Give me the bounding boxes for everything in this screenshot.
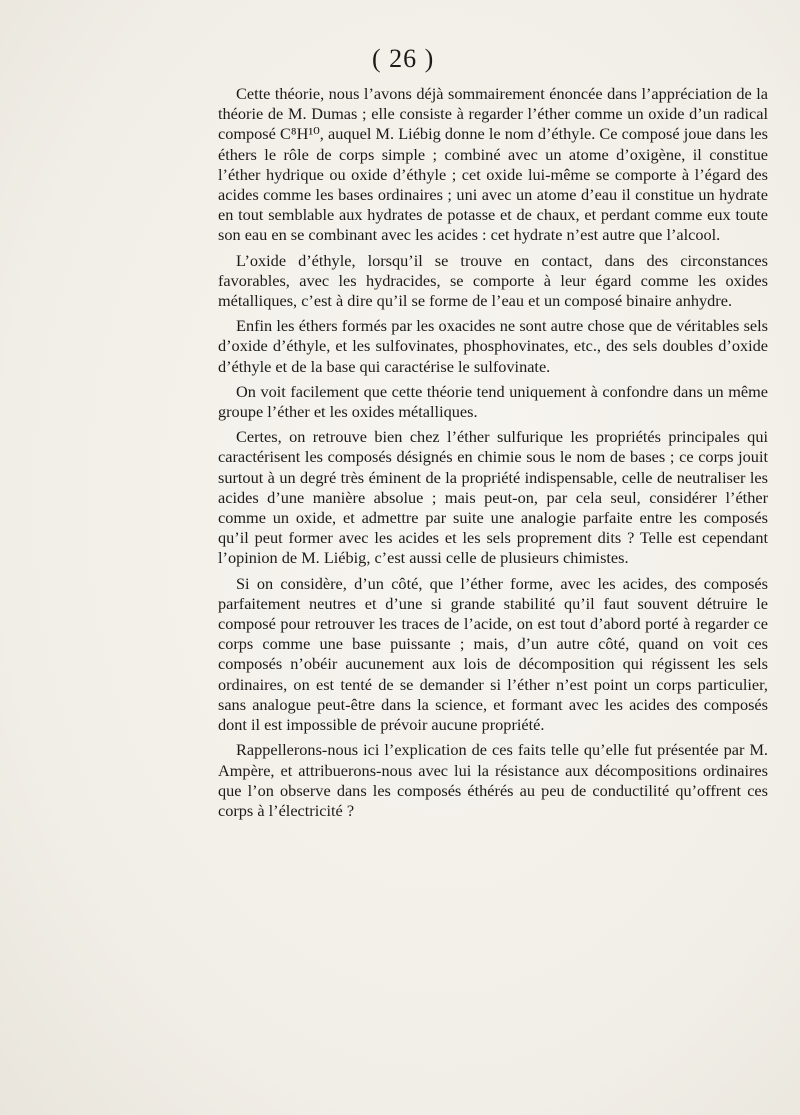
paragraph-7: Rappellerons-nous ici l’explication de ces faits telle qu’elle fut présentée par M. Ampère, et attribuerons-nous avec lui la résistance aux décompositions ordinaires que l’on observe dans les composés éthérés au peu de conductilité qu’offrent ces corps à l’électricité ? — [218, 740, 768, 820]
paragraph-2: L’oxide d’éthyle, lorsqu’il se trouve en contact, dans des circonstances favorables, avec les hydracides, se comporte à leur égard comme les oxides métalliques, c’est à dire qu’il se forme de l’eau et un composé binaire anhydre. — [218, 250, 768, 311]
body-text — [218, 84, 768, 821]
paragraph-1: Cette théorie, nous l’avons déjà sommairement énoncée dans l’appréciation de la théorie de M. Dumas ; elle consiste à regarder l’éther comme un oxide d’un radical composé C⁸H¹⁰, auquel M. Liébig donne le nom d’éthyle. Ce composé joue dans les éthers le rôle de corps simple ; combiné avec un atome d’oxigène, il constitue l’éther hydrique ou oxide d’éthyle ; cet oxide lui-même se comporte à l’égard des acides comme les bases ordinaires ; uni avec un atome d’eau il constitue un hydrate en tout semblable aux hydrates de potasse et de chaux, et perdant comme eux toute son eau en se combinant avec les acides : cet hydrate n’est autre que l’alcool. — [218, 84, 768, 245]
paragraph-3: Enfin les éthers formés par les oxacides ne sont autre chose que de véritables sels d’oxide d’éthyle, et les sulfovinates, phosphovinates, etc., des sels doubles d’oxide d’éthyle et de la base qui caractérise le sulfovinate. — [218, 316, 768, 376]
paragraph-4: On voit facilement que cette théorie tend uniquement à confondre dans un même groupe l’éther et les oxides métalliques. — [218, 381, 768, 422]
page-number: ( 26 ) — [372, 44, 435, 73]
paragraph-5: Certes, on retrouve bien chez l’éther sulfurique les propriétés principales qui caractérisent les composés désignés en chimie sous le nom de bases ; ce corps jouit surtout à un degré très éminent de la propriété indispensable, celle de neutraliser les acides d’une manière absolue ; mais peut-on, par cela seul, considérer l’éther comme un oxide, et admettre par suite une analogie parfaite entre les composés qu’il peut former avec les acides et les sels proprement dits ? Telle est cependant l’opinion de M. Liébig, c’est aussi celle de plusieurs chimistes. — [218, 427, 768, 568]
paragraph-6: Si on considère, d’un côté, que l’éther forme, avec les acides, des composés parfaitement neutres et d’une si grande stabilité qu’il faut souvent détruire le composé pour retrouver les traces de l’acide, on est tout d’abord porté à regarder ce corps comme une base puissante ; mais, d’un autre côté, quand on voit ces composés n’obéir aucunement aux lois de décomposition qui régissent les sels ordinaires, on est tenté de se demander si l’éther n’est point un corps particulier, sans analogue peut-être dans la science, et formant avec les acides des composés dont il est impossible de prévoir aucune propriété. — [218, 573, 768, 735]
